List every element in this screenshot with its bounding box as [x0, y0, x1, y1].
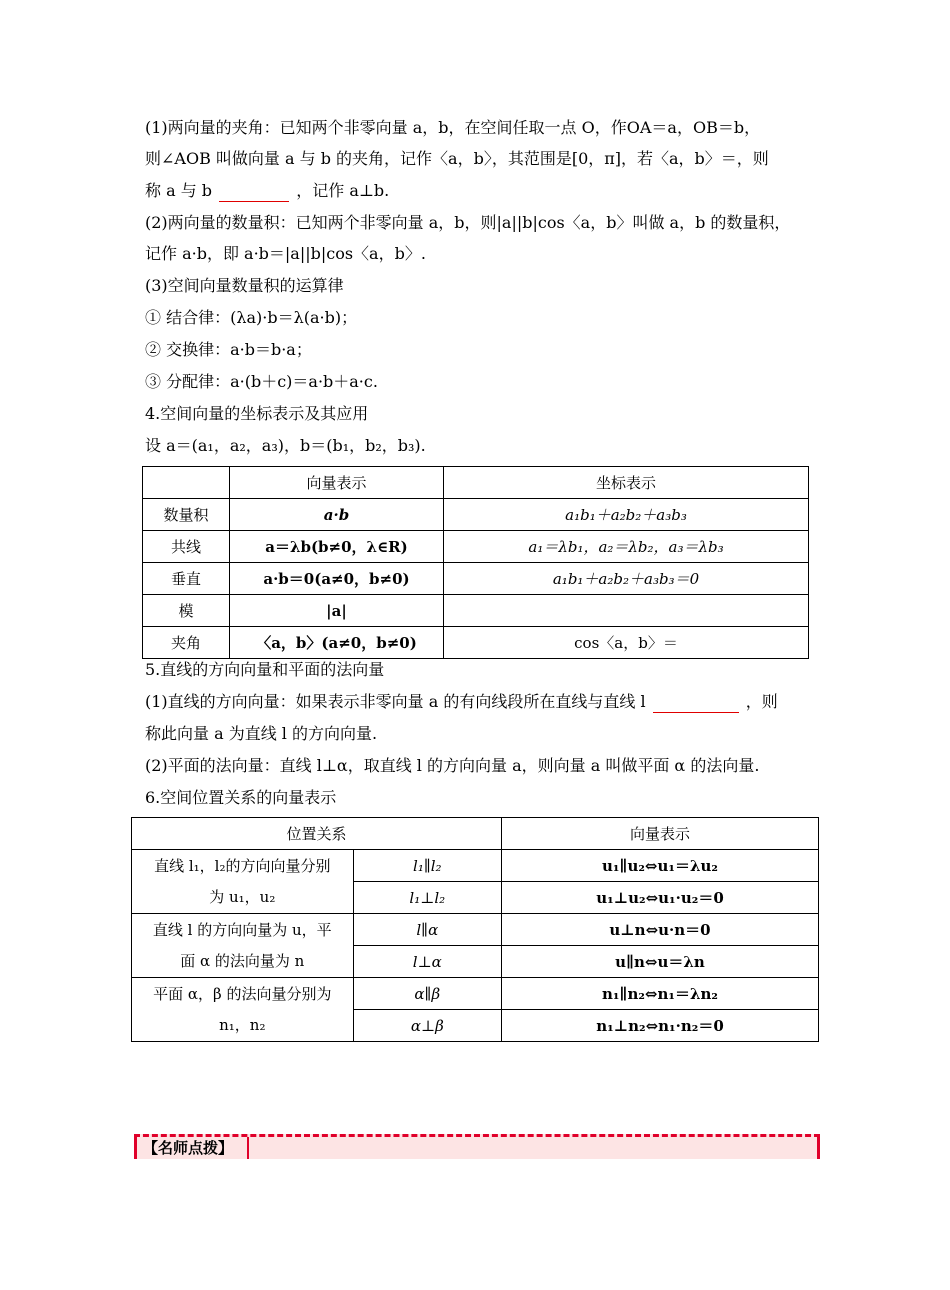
table-cell: 垂直 [143, 563, 230, 595]
table-cell: u₁⊥u₂⇔u₁·u₂＝0 [502, 882, 819, 914]
table-cell: α∥β [353, 978, 501, 1010]
table-cell: u∥n⇔u＝λn [502, 946, 819, 978]
section4-title: 4.空间向量的坐标表示及其应用 [145, 404, 369, 423]
relation-description-line: 直线 l 的方向向量为 u，平 [152, 920, 332, 939]
table-header-row [132, 818, 819, 850]
table-cell: a·b [230, 499, 444, 531]
table-row [143, 595, 809, 627]
table-row [143, 563, 809, 595]
table-cell: 夹角 [143, 627, 230, 659]
table-cell: a＝λb(b≠0，λ∈R) [230, 531, 444, 563]
table-cell: n₁∥n₂⇔n₁＝λn₂ [502, 978, 819, 1010]
table-cell: l₁∥l₂ [353, 850, 501, 882]
table-header-cell: 向量表示 [502, 818, 819, 850]
direction-vector-line1-post: ，则 [745, 692, 778, 711]
table-cell: |a| [230, 595, 444, 627]
table-header-row [143, 467, 809, 499]
table-row [143, 627, 809, 659]
table-cell: α⊥β [353, 1010, 501, 1042]
direction-vector-line2: 称此向量 a 为直线 l 的方向向量. [145, 724, 378, 743]
dot-product-definition-line2: 记作 a·b，即 a·b＝|a||b|cos〈a，b〉. [145, 244, 426, 263]
coordinate-table [142, 466, 809, 659]
callout-label: 【名师点拨】 [143, 1139, 234, 1157]
table-header-cell: 坐标表示 [444, 467, 809, 499]
distributive-law: ③ 分配律：a·(b＋c)＝a·b＋a·c. [145, 372, 378, 391]
table-row [132, 914, 819, 946]
fill-blank-perpendicular[interactable] [219, 183, 289, 202]
angle-definition-line2: 则∠AOB 叫做向量 a 与 b 的夹角，记作〈a，b〉，其范围是[0，π]，若〈a，b〉＝，则 [145, 149, 769, 168]
relation-description-cell [132, 850, 354, 914]
angle-definition-line1: (1)两向量的夹角：已知两个非零向量 a，b，在空间任取一点 O，作OA＝a，OB＝b， [145, 118, 761, 137]
table-row [132, 978, 819, 1010]
table-cell: u₁∥u₂⇔u₁＝λu₂ [502, 850, 819, 882]
table-cell: l∥α [353, 914, 501, 946]
table-cell-empty [444, 595, 809, 627]
table-row [143, 499, 809, 531]
table-cell: a₁＝λb₁，a₂＝λb₂，a₃＝λb₃ [444, 531, 809, 563]
section4-setup: 设 a＝(a₁，a₂，a₃)，b＝(b₁，b₂，b₃). [145, 436, 426, 455]
associative-law: ① 结合律：(λa)·b＝λ(a·b)； [145, 308, 358, 327]
table-header-cell: 向量表示 [230, 467, 444, 499]
table-header-cell [143, 467, 230, 499]
table-cell: 模 [143, 595, 230, 627]
table-header-cell: 位置关系 [132, 818, 502, 850]
normal-vector-definition: (2)平面的法向量：直线 l⊥α，取直线 l 的方向向量 a，则向量 a 叫做平面 α 的法向量. [145, 756, 760, 775]
table-cell: 数量积 [143, 499, 230, 531]
angle-definition-line3 [145, 180, 815, 202]
section6-title: 6.空间位置关系的向量表示 [145, 788, 337, 807]
table-cell: a₁b₁＋a₂b₂＋a₃b₃ [444, 499, 809, 531]
position-relation-table [131, 817, 819, 1042]
relation-description-line: 直线 l₁，l₂的方向向量分别 [154, 856, 331, 875]
table-cell: l₁⊥l₂ [353, 882, 501, 914]
direction-vector-line1 [145, 691, 815, 713]
table-cell: n₁⊥n₂⇔n₁·n₂＝0 [502, 1010, 819, 1042]
table-row [132, 850, 819, 882]
table-cell: a₁b₁＋a₂b₂＋a₃b₃＝0 [444, 563, 809, 595]
dot-product-definition-line1: (2)两向量的数量积：已知两个非零向量 a，b，则|a||b|cos〈a，b〉叫做 a，b 的数量积， [145, 213, 791, 232]
relation-description-cell [132, 914, 354, 978]
relation-description-line: n₁，n₂ [219, 1015, 266, 1034]
table-cell: 〈a，b〉(a≠0，b≠0) [230, 627, 444, 659]
table-row [143, 531, 809, 563]
table-cell: l⊥α [353, 946, 501, 978]
relation-description-line: 面 α 的法向量为 n [180, 951, 305, 970]
table-cell: cos〈a，b〉＝ [444, 627, 809, 659]
relation-description-cell [132, 978, 354, 1042]
relation-description-line: 平面 α，β 的法向量分别为 [153, 984, 332, 1003]
direction-vector-line1-pre: (1)直线的方向向量：如果表示非零向量 a 的有向线段所在直线与直线 l [145, 692, 646, 711]
angle-definition-line3-pre: 称 a 与 b [145, 181, 213, 200]
angle-definition-line3-post: ，记作 a⊥b. [296, 181, 390, 200]
teacher-tip-callout [134, 1134, 820, 1159]
section5-title: 5.直线的方向向量和平面的法向量 [145, 660, 385, 679]
table-cell: a·b＝0(a≠0，b≠0) [230, 563, 444, 595]
table-cell: u⊥n⇔u·n＝0 [502, 914, 819, 946]
operation-laws-heading: (3)空间向量数量积的运算律 [145, 276, 344, 295]
fill-blank-parallel-or-coincident[interactable] [653, 694, 739, 713]
table-cell: 共线 [143, 531, 230, 563]
relation-description-line: 为 u₁，u₂ [209, 887, 276, 906]
commutative-law: ② 交换律：a·b＝b·a； [145, 340, 312, 359]
